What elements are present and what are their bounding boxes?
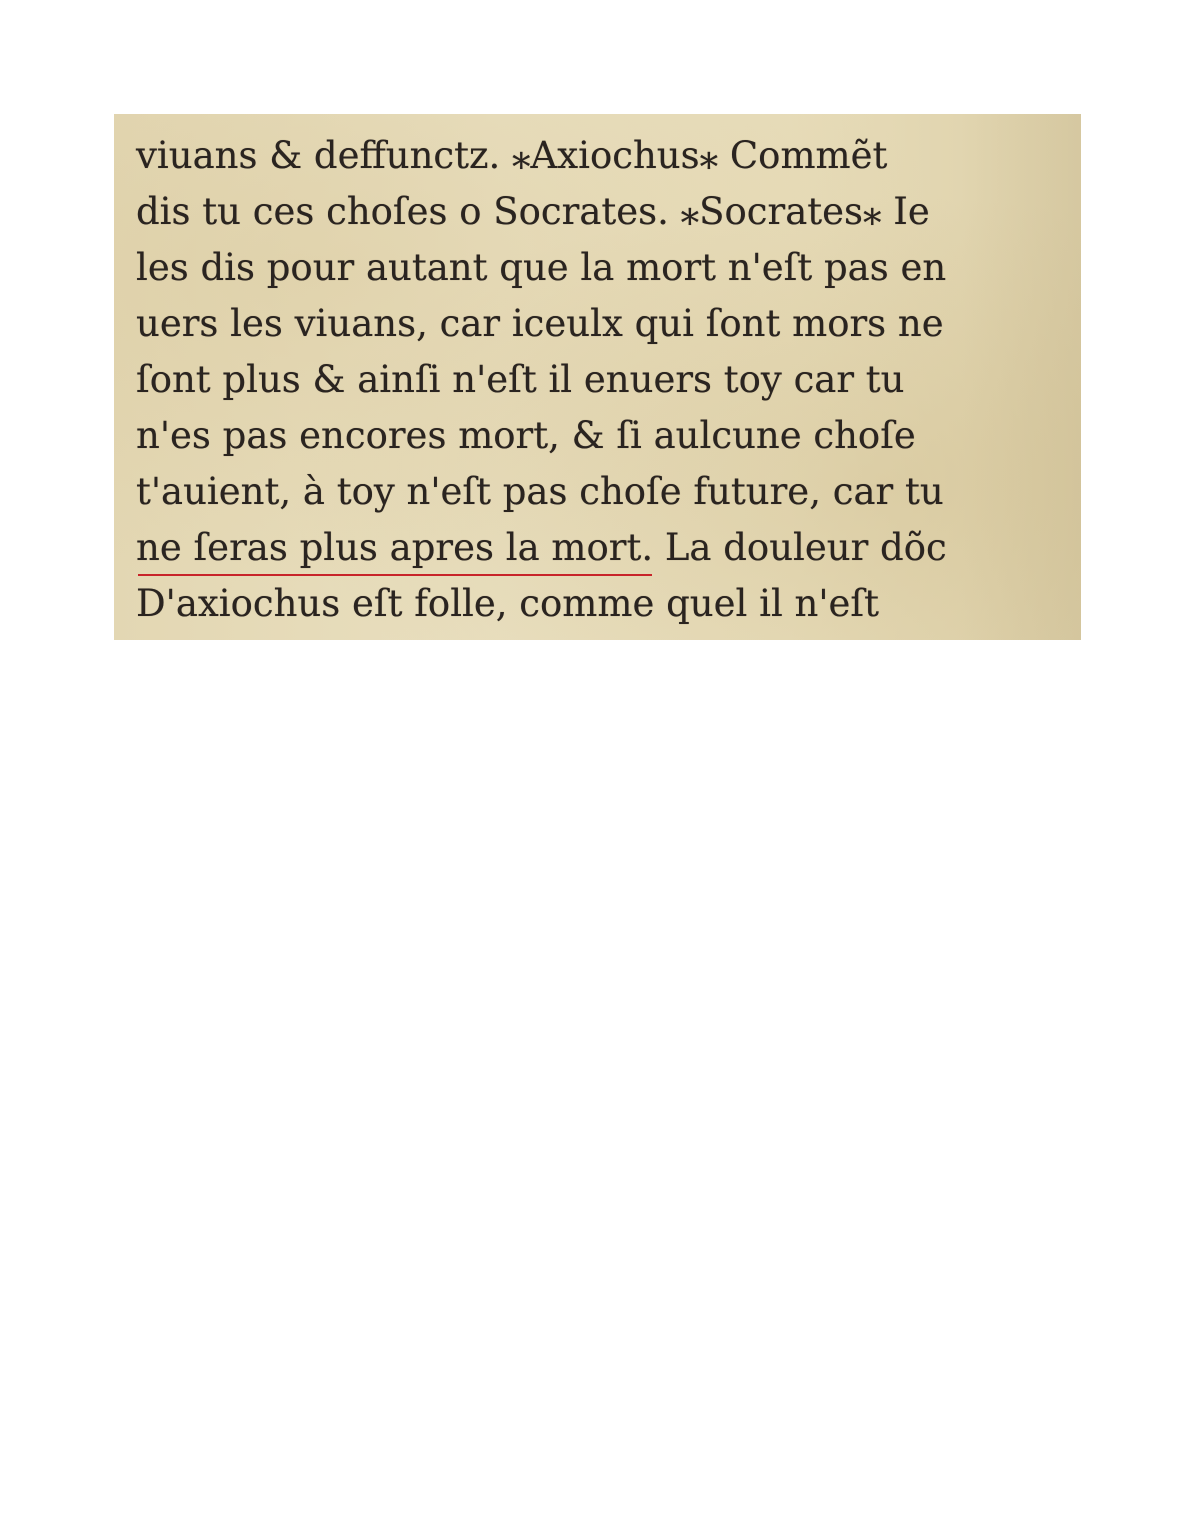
line-text [136,526,947,569]
line-text: les dis pour autant que la mort n'eſt pas en [136,246,947,289]
text-line-1 [136,134,976,186]
text-line-3 [136,246,976,298]
text-line-8 [136,526,976,578]
line-text: viuans & deffunctz. ⁎Axiochus⁎ Commẽt [136,134,888,177]
page-edge-shading [961,114,1081,640]
line-remainder: La douleur dõc [653,526,947,569]
underlined-phrase-text: ne ſeras plus apres la mort. [136,526,654,569]
line-text: uers les viuans, car iceulx qui ſont mors ne [136,302,944,345]
text-line-2 [136,190,976,242]
text-line-7 [136,470,976,522]
line-text: t'auient, à toy n'eſt pas choſe future, car tu [136,470,944,513]
line-text: dis tu ces choſes o Socrates. ⁎Socrates⁎ Ie [136,190,930,233]
text-line-5 [136,358,976,410]
line-text: ſont plus & ainſi n'eſt il enuers toy car tu [136,358,905,401]
line-text: D'axiochus eſt folle, comme quel il n'eſt [136,582,879,625]
line-text: n'es pas encores mort, & ſi aulcune choſe [136,414,916,457]
red-underline-annotation [138,574,652,576]
scanned-page-excerpt [114,114,1081,640]
text-line-9 [136,582,976,634]
text-line-4 [136,302,976,354]
text-line-6 [136,414,976,466]
